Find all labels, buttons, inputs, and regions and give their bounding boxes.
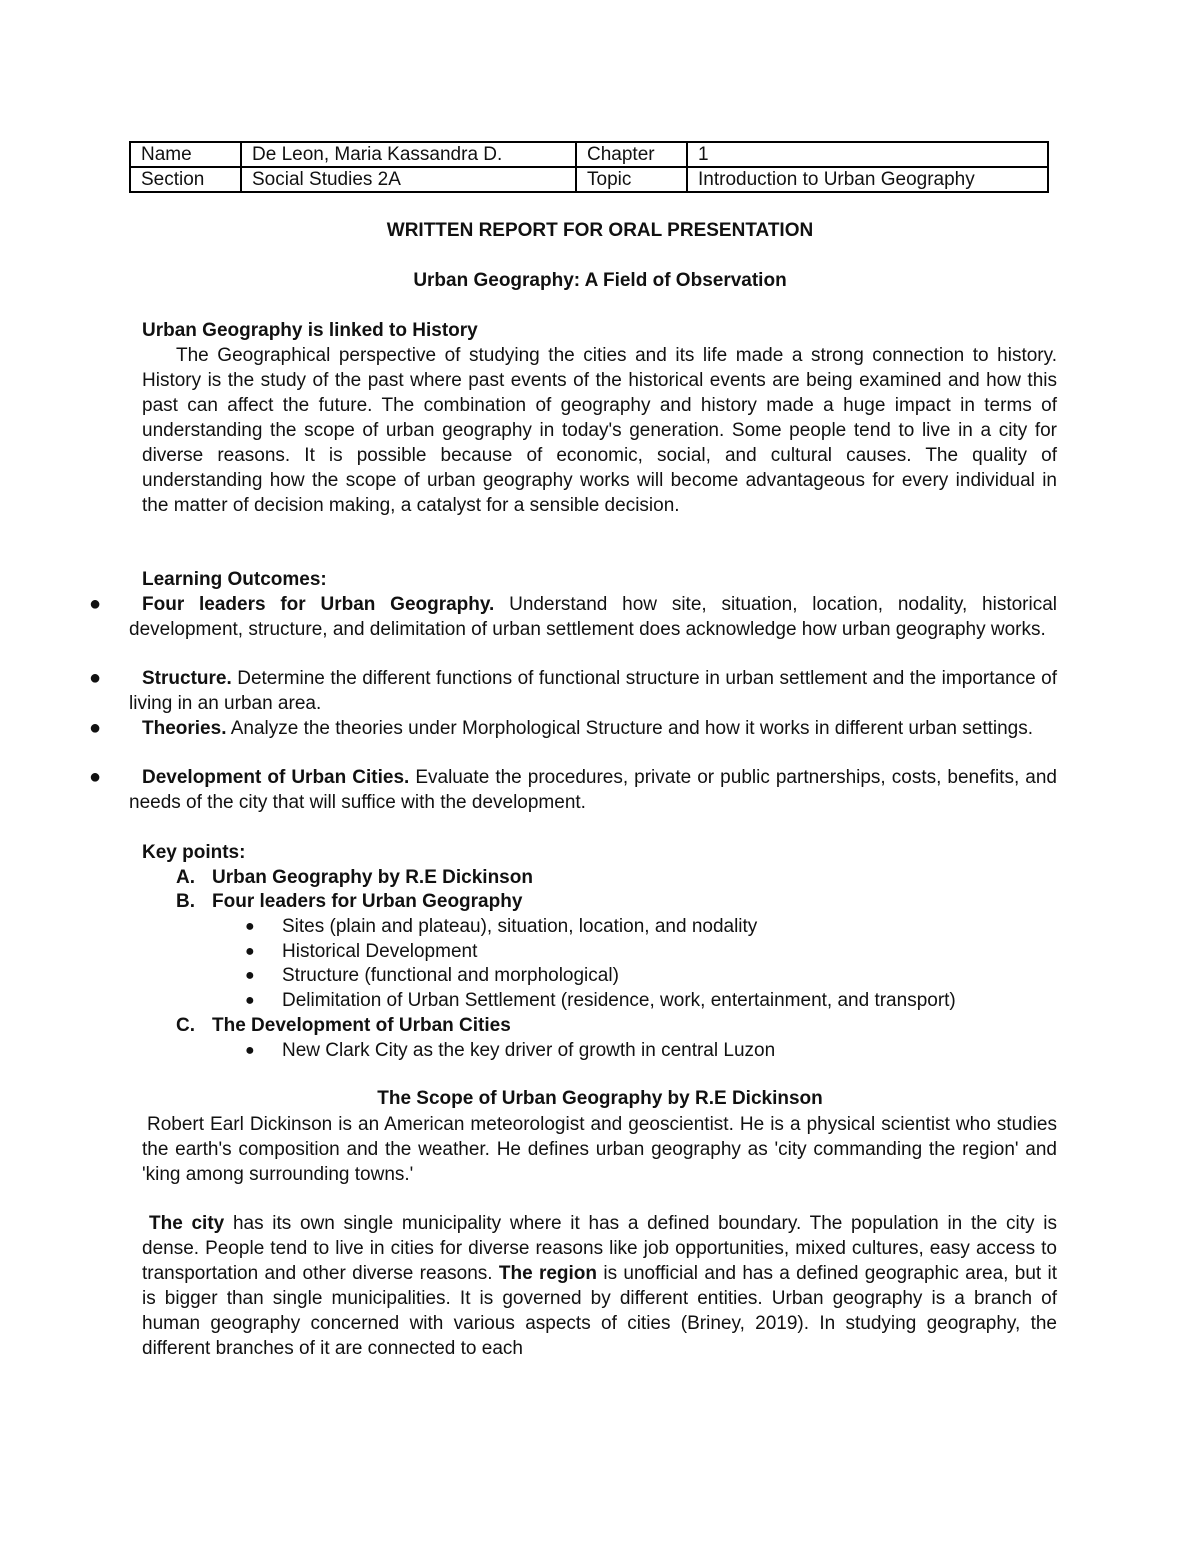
key-point-sub-item: Structure (functional and morphological) (282, 965, 619, 986)
term-the-city: The city (149, 1213, 225, 1234)
paragraph-text: is unofficial and has a defined geographic area, but it is bigger than single municipalities. It is governed by different entities. Urban geography is a branch of human geography concerned with various aspects of cities (Briney, 2019). In studying geography, the different branches of it are connected to each (142, 1263, 1057, 1359)
outcome-item (129, 666, 1057, 716)
header-info-table (129, 141, 1049, 193)
scope-paragraph-2 (142, 1211, 1057, 1361)
bullet-icon: ● (89, 667, 102, 689)
scope-heading: The Scope of Urban Geography by R.E Dickinson (377, 1088, 823, 1109)
key-point-title: Urban Geography by R.E Dickinson (212, 867, 533, 888)
history-heading: Urban Geography is linked to History (142, 320, 478, 341)
outcome-title: Four leaders for Urban Geography. (142, 594, 495, 615)
key-point-sub-item: Delimitation of Urban Settlement (residence, work, entertainment, and transport) (282, 990, 956, 1011)
bullet-icon: ● (245, 992, 255, 1009)
report-title: WRITTEN REPORT FOR ORAL PRESENTATION (386, 220, 814, 241)
name-label: Name (130, 142, 241, 167)
topic-value: Introduction to Urban Geography (687, 167, 1048, 192)
key-point-letter: A. (176, 867, 195, 888)
table-row (130, 142, 1048, 167)
bullet-icon: ● (245, 1042, 255, 1059)
bullet-icon: ● (245, 918, 255, 935)
outcome-text: Determine the different functions of functional structure in urban settlement and the importance of living in an urban area. (129, 668, 1057, 714)
outcome-item (129, 592, 1057, 642)
table-row (130, 167, 1048, 192)
key-point-title: The Development of Urban Cities (212, 1015, 511, 1036)
key-points-heading: Key points: (142, 842, 246, 863)
bullet-icon: ● (245, 943, 255, 960)
key-point-title: Four leaders for Urban Geography (212, 891, 523, 912)
outcome-title: Theories. (142, 718, 227, 739)
outcome-text: Understand how site, situation, location, nodality, historical development, structure, and delimitation of urban settlement does acknowledge how urban geography works. (129, 594, 1057, 640)
bullet-icon: ● (89, 593, 102, 615)
scope-paragraph-1: Robert Earl Dickinson is an American meteorologist and geoscientist. He is a physical scientist who studies the earth's composition and the weather. He defines urban geography as 'city commanding the region' and 'king among surrounding towns.' (142, 1114, 1057, 1185)
history-paragraph: The Geographical perspective of studying the cities and its life made a strong connection to history. History is the study of the past where past events of the historical events are being examined and how this past can affect the future. The combination of geography and history made a huge impact in terms of understanding the scope of urban geography in today's generation. Some people tend to live in a city for diverse reasons. It is possible because of economic, social, and cultural causes. The quality of understanding how the scope of urban geography works will become advantageous for every individual in the matter of decision making, a catalyst for a sensible decision. (142, 345, 1057, 516)
key-point-sub-item: New Clark City as the key driver of growth in central Luzon (282, 1040, 776, 1061)
key-point-letter: C. (176, 1015, 195, 1036)
outcome-item (129, 765, 1057, 815)
outcome-text: Analyze the theories under Morphological Structure and how it works in different urban settings. (226, 718, 1034, 739)
paragraph-text: has its own single municipality where it has a defined boundary. The population in the city is dense. People tend to live in cities for diverse reasons like job opportunities, mixed cultures, easy access to transportation and other diverse reasons. (142, 1213, 1057, 1284)
outcome-title: Development of Urban Cities. (142, 767, 410, 788)
outcome-text: Evaluate the procedures, private or public partnerships, costs, benefits, and needs of the city that will suffice with the development. (129, 767, 1057, 813)
bullet-icon: ● (89, 717, 102, 739)
report-subtitle: Urban Geography: A Field of Observation (413, 270, 787, 291)
chapter-label: Chapter (576, 142, 687, 167)
bullet-icon: ● (89, 766, 102, 788)
key-point-letter: B. (176, 891, 195, 912)
outcome-title: Structure. (142, 668, 232, 689)
learning-outcomes-heading: Learning Outcomes: (142, 569, 327, 590)
chapter-value: 1 (687, 142, 1048, 167)
outcome-item (129, 716, 1057, 741)
bullet-icon: ● (245, 967, 255, 984)
section-label: Section (130, 167, 241, 192)
name-value: De Leon, Maria Kassandra D. (241, 142, 576, 167)
topic-label: Topic (576, 167, 687, 192)
term-the-region: The region (498, 1263, 598, 1284)
key-point-sub-item: Sites (plain and plateau), situation, location, and nodality (282, 916, 758, 937)
section-value: Social Studies 2A (241, 167, 576, 192)
key-point-sub-item: Historical Development (282, 941, 478, 962)
